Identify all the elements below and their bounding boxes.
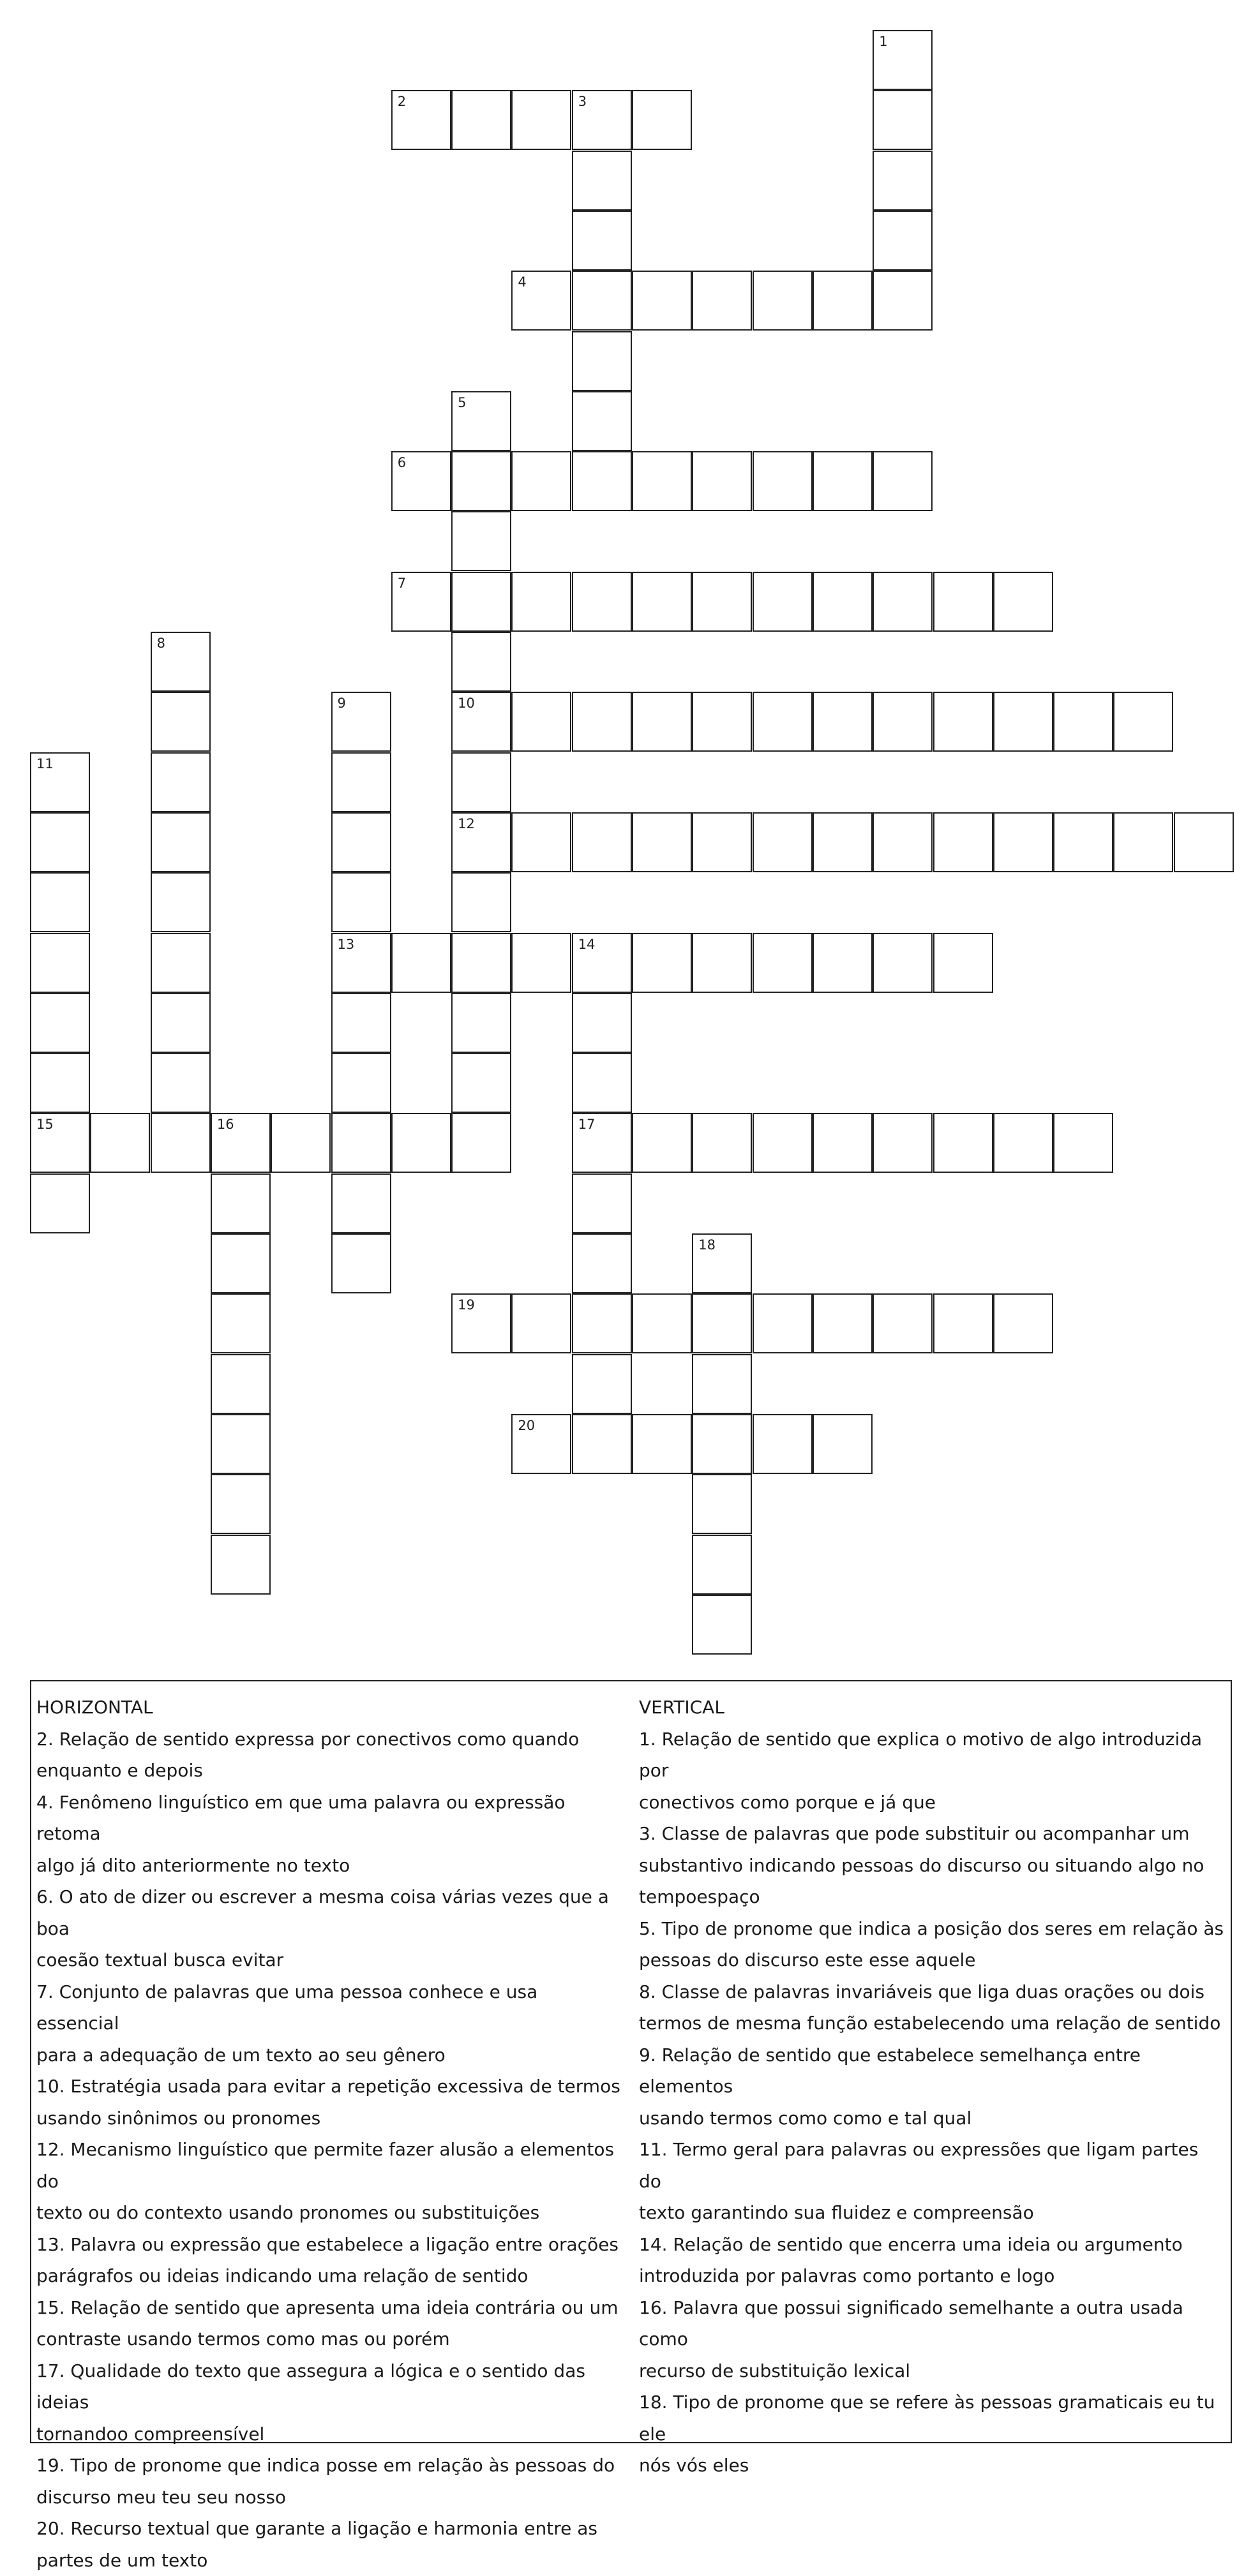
crossword-cell[interactable] [511, 271, 571, 331]
vertical-clue-line: 1. Relação de sentido que explica o motivo de algo introduzida por [639, 1724, 1226, 1787]
crossword-cell[interactable] [692, 1535, 752, 1595]
crossword-cell[interactable] [572, 391, 632, 451]
crossword-cell[interactable] [572, 331, 632, 391]
crossword-cell[interactable] [572, 812, 632, 872]
crossword-cell[interactable] [391, 90, 451, 150]
crossword-cell[interactable] [692, 572, 752, 632]
vertical-clue-line: pessoas do discurso este esse aquele [639, 1944, 1226, 1976]
crossword-cell[interactable] [993, 692, 1053, 752]
vertical-clue-line: 11. Termo geral para palavras ou expressões que ligam partes do [639, 2134, 1226, 2197]
crossword-cell[interactable] [572, 211, 632, 271]
crossword-cell[interactable] [813, 1293, 873, 1353]
crossword-cell[interactable] [753, 572, 813, 632]
crossword-cell[interactable] [753, 271, 813, 331]
crossword-cell[interactable] [30, 1173, 90, 1233]
crossword-cell[interactable] [753, 1293, 813, 1353]
crossword-cell[interactable] [572, 933, 632, 993]
horizontal-clue-line: discurso meu teu seu nosso [36, 2482, 624, 2513]
crossword-cell[interactable] [813, 1414, 873, 1474]
vertical-clue-line: 16. Palavra que possui significado semelhante a outra usada como [639, 2292, 1226, 2355]
horizontal-clue-line: tornandoo compreensível [36, 2418, 624, 2450]
crossword-cell[interactable] [90, 1113, 150, 1173]
crossword-cell[interactable] [211, 1173, 271, 1233]
crossword-cell[interactable] [993, 572, 1053, 632]
crossword-cell[interactable] [1053, 692, 1113, 752]
crossword-cell[interactable] [391, 572, 451, 632]
crossword-cell[interactable] [331, 1113, 391, 1173]
crossword-cell[interactable] [1053, 812, 1113, 872]
crossword-cell[interactable] [632, 1113, 692, 1173]
crossword-cell[interactable] [632, 90, 692, 150]
crossword-cell[interactable] [511, 692, 571, 752]
crossword-cell[interactable] [1174, 812, 1234, 872]
crossword-cell[interactable] [331, 872, 391, 932]
crossword-cell[interactable] [211, 1414, 271, 1474]
crossword-cell[interactable] [813, 692, 873, 752]
horizontal-clue-line: algo já dito anteriormente no texto [36, 1850, 624, 1882]
crossword-cell[interactable] [451, 872, 511, 932]
clue-number: 5 [458, 396, 466, 410]
horizontal-clue-line: partes de um texto [36, 2545, 624, 2576]
horizontal-clue-line: para a adequação de um texto ao seu gênero [36, 2039, 624, 2071]
crossword-cell[interactable] [511, 933, 571, 993]
crossword-cell[interactable] [511, 572, 571, 632]
crossword-cell[interactable] [331, 1233, 391, 1293]
crossword-cell[interactable] [873, 1113, 933, 1173]
crossword-cell[interactable] [151, 933, 211, 993]
crossword-cell[interactable] [211, 1233, 271, 1293]
crossword-cell[interactable] [211, 1535, 271, 1595]
crossword-cell[interactable] [572, 90, 632, 150]
clue-number: 10 [458, 697, 475, 710]
crossword-cell[interactable] [511, 1414, 571, 1474]
crossword-cell[interactable] [632, 692, 692, 752]
crossword-cell[interactable] [933, 1293, 993, 1353]
crossword-cell[interactable] [572, 151, 632, 211]
vertical-clue-line: substantivo indicando pessoas do discurso ou situando algo no [639, 1850, 1226, 1882]
horizontal-clue-line: enquanto e depois [36, 1755, 624, 1787]
clue-number: 3 [578, 95, 587, 108]
clue-number: 20 [518, 1419, 535, 1433]
crossword-cell[interactable] [873, 692, 933, 752]
crossword-cell[interactable] [331, 933, 391, 993]
crossword-cell[interactable] [692, 1595, 752, 1655]
crossword-cell[interactable] [692, 1414, 752, 1474]
crossword-cell[interactable] [873, 812, 933, 872]
vertical-clue-line: 14. Relação de sentido que encerra uma ideia ou argumento [639, 2229, 1226, 2261]
crossword-cell[interactable] [451, 1053, 511, 1113]
crossword-cell[interactable] [331, 812, 391, 872]
crossword-cell[interactable] [572, 1173, 632, 1233]
crossword-cell[interactable] [451, 933, 511, 993]
crossword-cell[interactable] [993, 1293, 1053, 1353]
crossword-cell[interactable] [151, 752, 211, 812]
horizontal-clue-line: 7. Conjunto de palavras que uma pessoa conhece e usa essencial [36, 1976, 624, 2039]
clue-number: 15 [36, 1118, 54, 1131]
crossword-cell[interactable] [511, 812, 571, 872]
crossword-cell[interactable] [813, 933, 873, 993]
crossword-cell[interactable] [572, 572, 632, 632]
clue-number: 7 [398, 577, 406, 590]
vertical-clue-line: nós vós eles [639, 2450, 1226, 2482]
horizontal-clue-line: 10. Estratégia usada para evitar a repetição excessiva de termos [36, 2071, 624, 2103]
crossword-cell[interactable] [692, 451, 752, 511]
crossword-cell[interactable] [391, 451, 451, 511]
crossword-cell[interactable] [151, 692, 211, 752]
crossword-cell[interactable] [753, 933, 813, 993]
crossword-cell[interactable] [632, 451, 692, 511]
crossword-cell[interactable] [451, 632, 511, 692]
clue-number: 13 [338, 938, 355, 951]
vertical-clue-line: texto garantindo sua fluidez e compreensão [639, 2197, 1226, 2229]
vertical-clue-line: termos de mesma função estabelecendo uma relação de sentido [639, 2007, 1226, 2039]
crossword-cell[interactable] [391, 1113, 451, 1173]
horizontal-clue-line: coesão textual busca evitar [36, 1944, 624, 1976]
crossword-cell[interactable] [451, 812, 511, 872]
vertical-clue-line: usando termos como como e tal qual [639, 2103, 1226, 2134]
horizontal-clue-line: parágrafos ou ideias indicando uma relação de sentido [36, 2260, 624, 2292]
crossword-cell[interactable] [211, 1354, 271, 1414]
crossword-cell[interactable] [813, 812, 873, 872]
clue-number: 16 [217, 1118, 234, 1131]
crossword-cell[interactable] [331, 1173, 391, 1233]
crossword-cell[interactable] [30, 752, 90, 812]
crossword-cell[interactable] [813, 271, 873, 331]
crossword-cell[interactable] [873, 151, 933, 211]
vertical-clue-line: 3. Classe de palavras que pode substituir ou acompanhar um [639, 1818, 1226, 1850]
clue-number: 4 [518, 276, 526, 289]
crossword-cell[interactable] [632, 812, 692, 872]
crossword-cell[interactable] [511, 451, 571, 511]
crossword-cell[interactable] [30, 993, 90, 1053]
crossword-cell[interactable] [30, 872, 90, 932]
horizontal-clue-line: 20. Recurso textual que garante a ligação e harmonia entre as [36, 2513, 624, 2545]
horizontal-clues-column [36, 1692, 624, 2576]
vertical-clue-line: conectivos como porque e já que [639, 1787, 1226, 1819]
crossword-cell[interactable] [151, 1053, 211, 1113]
horizontal-clue-line: texto ou do contexto usando pronomes ou substituições [36, 2197, 624, 2229]
crossword-cell[interactable] [451, 90, 511, 150]
crossword-cell[interactable] [151, 872, 211, 932]
vertical-clue-line: recurso de substituição lexical [639, 2355, 1226, 2387]
crossword-cell[interactable] [873, 933, 933, 993]
crossword-cell[interactable] [632, 1414, 692, 1474]
crossword-cell[interactable] [753, 1414, 813, 1474]
horizontal-clue-line: 13. Palavra ou expressão que estabelece a ligação entre orações [36, 2229, 624, 2261]
crossword-cell[interactable] [993, 812, 1053, 872]
crossword-cell[interactable] [692, 812, 752, 872]
crossword-cell[interactable] [873, 451, 933, 511]
crossword-cell[interactable] [451, 692, 511, 752]
crossword-cell[interactable] [632, 933, 692, 993]
crossword-cell[interactable] [451, 1293, 511, 1353]
clue-number: 9 [338, 697, 346, 710]
crossword-cell[interactable] [692, 692, 752, 752]
crossword-cell[interactable] [933, 933, 993, 993]
horizontal-heading: HORIZONTAL [36, 1692, 624, 1724]
crossword-cell[interactable] [511, 90, 571, 150]
crossword-cell[interactable] [813, 1113, 873, 1173]
crossword-cell[interactable] [211, 1113, 271, 1173]
crossword-cell[interactable] [692, 933, 752, 993]
crossword-cell[interactable] [753, 451, 813, 511]
crossword-cell[interactable] [331, 692, 391, 752]
horizontal-clue-line: usando sinônimos ou pronomes [36, 2103, 624, 2134]
crossword-cell[interactable] [873, 1293, 933, 1353]
crossword-cell[interactable] [873, 211, 933, 271]
clue-number: 14 [578, 938, 596, 951]
crossword-cell[interactable] [572, 1414, 632, 1474]
crossword-cell[interactable] [572, 993, 632, 1053]
crossword-cell[interactable] [813, 451, 873, 511]
clue-number: 1 [879, 35, 887, 48]
crossword-cell[interactable] [331, 752, 391, 812]
clue-number: 2 [398, 95, 406, 108]
vertical-clue-line: 9. Relação de sentido que estabelece semelhança entre elementos [639, 2039, 1226, 2103]
vertical-clue-line: 5. Tipo de pronome que indica a posição dos seres em relação às [639, 1913, 1226, 1945]
crossword-cell[interactable] [632, 271, 692, 331]
crossword-cell[interactable] [753, 692, 813, 752]
crossword-cell[interactable] [331, 993, 391, 1053]
crossword-cell[interactable] [451, 1113, 511, 1173]
clue-number: 8 [157, 637, 165, 650]
crossword-cell[interactable] [692, 271, 752, 331]
crossword-cell[interactable] [271, 1113, 331, 1173]
crossword-cell[interactable] [451, 511, 511, 571]
crossword-cell[interactable] [692, 1113, 752, 1173]
clue-number: 18 [698, 1239, 716, 1252]
crossword-cell[interactable] [151, 1113, 211, 1173]
crossword-cell[interactable] [451, 572, 511, 632]
crossword-cell[interactable] [30, 933, 90, 993]
crossword-cell[interactable] [692, 1354, 752, 1414]
crossword-cell[interactable] [451, 451, 511, 511]
vertical-clue-line: 18. Tipo de pronome que se refere às pessoas gramaticais eu tu ele [639, 2386, 1226, 2450]
crossword-cell[interactable] [331, 1053, 391, 1113]
crossword-cell[interactable] [30, 1053, 90, 1113]
clue-number: 12 [458, 817, 475, 831]
crossword-cell[interactable] [933, 812, 993, 872]
vertical-clue-line: 8. Classe de palavras invariáveis que liga duas orações ou dois [639, 1976, 1226, 2008]
crossword-cell[interactable] [1113, 812, 1173, 872]
crossword-cell[interactable] [692, 1233, 752, 1293]
crossword-cell[interactable] [873, 271, 933, 331]
crossword-cell[interactable] [211, 1474, 271, 1534]
crossword-cell[interactable] [692, 1293, 752, 1353]
clue-number: 11 [36, 757, 54, 771]
crossword-cell[interactable] [753, 1113, 813, 1173]
crossword-cell[interactable] [632, 1293, 692, 1353]
crossword-cell[interactable] [572, 1113, 632, 1173]
horizontal-clue-line: 15. Relação de sentido que apresenta uma ideia contrária ou um [36, 2292, 624, 2324]
clue-number: 19 [458, 1299, 475, 1312]
horizontal-clue-line: 12. Mecanismo linguístico que permite fazer alusão a elementos do [36, 2134, 624, 2197]
crossword-cell[interactable] [572, 692, 632, 752]
crossword-cell[interactable] [1053, 1113, 1113, 1173]
crossword-cell[interactable] [511, 1293, 571, 1353]
crossword-cell[interactable] [572, 271, 632, 331]
horizontal-clue-line: 17. Qualidade do texto que assegura a lógica e o sentido das ideias [36, 2355, 624, 2418]
crossword-cell[interactable] [572, 451, 632, 511]
crossword-cell[interactable] [151, 812, 211, 872]
horizontal-clue-line: contraste usando termos como mas ou porém [36, 2323, 624, 2355]
vertical-clue-line: introduzida por palavras como portanto e logo [639, 2260, 1226, 2292]
crossword-cell[interactable] [572, 1053, 632, 1113]
crossword-cell[interactable] [813, 572, 873, 632]
vertical-clues-column [639, 1692, 1226, 2482]
crossword-cell[interactable] [211, 1293, 271, 1353]
horizontal-clue-line: 6. O ato de dizer ou escrever a mesma coisa várias vezes que a boa [36, 1881, 624, 1944]
crossword-cell[interactable] [30, 812, 90, 872]
crossword-cell[interactable] [993, 1113, 1053, 1173]
crossword-cell[interactable] [753, 812, 813, 872]
crossword-cell[interactable] [933, 572, 993, 632]
crossword-cell[interactable] [572, 1293, 632, 1353]
crossword-cell[interactable] [632, 572, 692, 632]
crossword-cell[interactable] [572, 1354, 632, 1414]
vertical-heading: VERTICAL [639, 1692, 1226, 1724]
crossword-cell[interactable] [151, 993, 211, 1053]
crossword-cell[interactable] [451, 993, 511, 1053]
crossword-cell[interactable] [933, 1113, 993, 1173]
clue-number: 6 [398, 456, 406, 470]
crossword-cell[interactable] [692, 1474, 752, 1534]
crossword-cell[interactable] [151, 632, 211, 692]
crossword-cell[interactable] [451, 752, 511, 812]
clue-number: 17 [578, 1118, 596, 1131]
horizontal-clue-line: 19. Tipo de pronome que indica posse em relação às pessoas do [36, 2450, 624, 2482]
crossword-cell[interactable] [572, 1233, 632, 1293]
crossword-cell[interactable] [30, 1113, 90, 1173]
crossword-cell[interactable] [391, 933, 451, 993]
crossword-cell[interactable] [933, 692, 993, 752]
vertical-clue-line: tempoespaço [639, 1881, 1226, 1913]
crossword-cell[interactable] [873, 90, 933, 150]
crossword-cell[interactable] [873, 30, 933, 90]
crossword-cell[interactable] [873, 572, 933, 632]
clue-list-box [30, 1680, 1232, 2443]
horizontal-clue-line: 2. Relação de sentido expressa por conectivos como quando [36, 1724, 624, 1755]
horizontal-clue-line: 4. Fenômeno linguístico em que uma palavra ou expressão retoma [36, 1787, 624, 1850]
crossword-cell[interactable] [1113, 692, 1173, 752]
crossword-cell[interactable] [451, 391, 511, 451]
